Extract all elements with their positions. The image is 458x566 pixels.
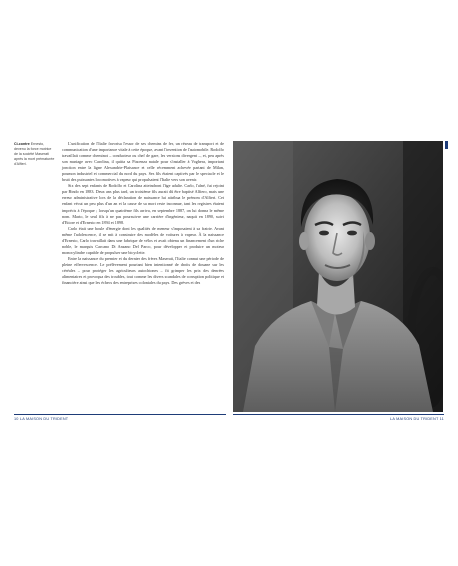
footer-rule-right — [233, 414, 444, 415]
paragraph: Entre la naissance du premier et du dernier des frères Maserati, l'Italie connut une période de pleine effervescence. Le prélèvement pourtant bien intentionné de droits de douane sur les céréales – pour protéger les agriculteurs autochtones – fit grimper les prix des denrées alimentaires et provoqua des troubles, tout comme les divers scandales de corruption politique et financière ainsi que les échecs des entreprises coloniales du pays. Des grèves et des — [62, 255, 224, 286]
page-edge-marker — [445, 141, 448, 149]
folio-left: 10 LA MAISON DU TRIDENT — [14, 417, 69, 421]
paragraph: L'unification de l'Italie favorisa l'essor de ses chemins de fer, un réseau de transport et de communication d'une importance vitale à cette époque, avant l'invention de l'automobile. Rodolfo travaillait comme cheminot – conducteur ou chef de gare, les versions divergent –, et, peu après son mariage avec Carolina, il quitta sa Piacenza natale pour s'installer à Voghera, important jonction entre la ligne Alexandrie-Plaisance et celle récemment achevée partant de Milan, poumon industriel et commercial du nord du pays. Ses fils étaient captivés par le spectacle et le bruit des puissantes locomotives à vapeur qui propulsaient l'Italie vers son avenir. — [62, 141, 224, 183]
body-text-column — [62, 141, 224, 286]
caption-text: Ernesto, devenu la force motrice de la société Maserati après la mort prématurée d'Alfieri. — [14, 142, 55, 166]
footer-rule-left — [14, 414, 226, 415]
folio-right: LA MAISON DU TRIDENT 11 — [390, 417, 444, 421]
caption-lead: Ci-contre — [14, 142, 30, 146]
portrait-photo — [233, 141, 443, 412]
photo-caption — [14, 142, 56, 167]
paragraph: Carlo était une boule d'énergie dont les qualités de meneur s'imposaient à sa fratrie. Avant même l'adolescence, il se mit à construire des modèles de voitures à vapeur. À la naissance d'Ernesto, Carlo travaillait dans une fabrique de vélos et avait obtenu un financement d'un riche noble, le marquis Carcano Di Anzano Del Parco, pour développer et produire un moteur monocylindre capable de propulser une bicyclette. — [62, 225, 224, 255]
paragraph: Six des sept enfants de Rodolfo et Carolina atteindront l'âge adulte. Carlo, l'aîné, fut rejoint par Bindo en 1883. Deux ans plus tard, un troisième fils aurait dû être baptisé Alfiero, mais une erreur administrative lors de la déclaration de naissance lui attribua le prénom d'Alfieri. Cet enfant vécut un peu plus d'un an et la cause de sa mort reste inconnue, tant les registres étaient imprécis à l'époque ; lorsqu'un quatrième fils arriva, en septembre 1887, on lui donna le même nom. Mario, le seul fils à ne pas poursuivre une carrière d'ingénieur, naquit en 1890, suivi d'Ettore et d'Ernesto en 1894 et 1898. — [62, 183, 224, 225]
